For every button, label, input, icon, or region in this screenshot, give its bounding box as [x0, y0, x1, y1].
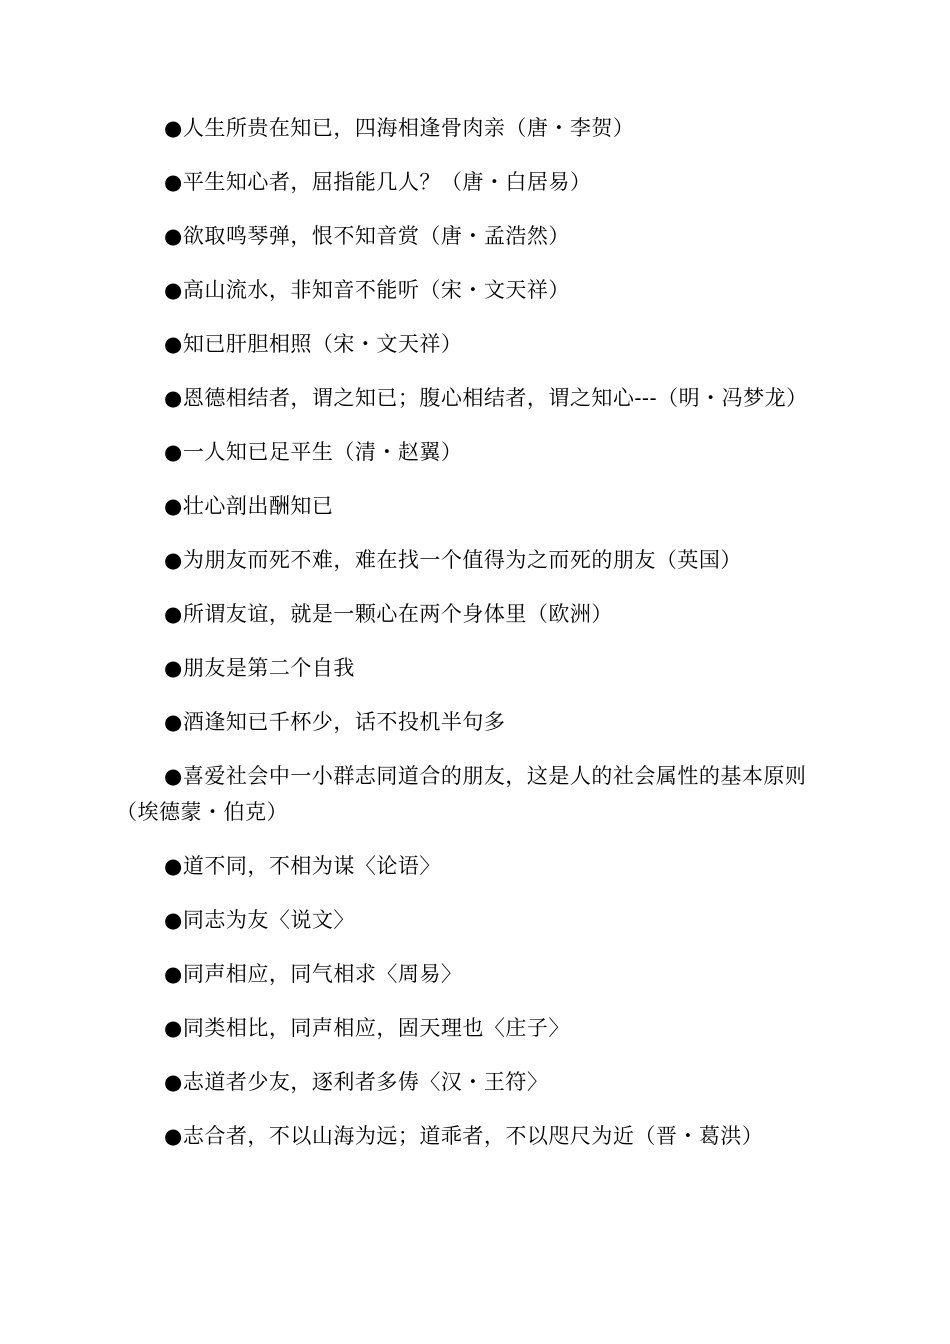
quote-item	[116, 488, 836, 524]
bullet: ●	[164, 440, 183, 464]
quote-text: 一人知已足平生（清・赵翼）	[182, 440, 463, 464]
bullet: ●	[164, 710, 183, 734]
quote-text: 知已肝胆相照（宋・文天祥）	[182, 332, 463, 356]
bullet: ●	[164, 1124, 183, 1148]
quote-item	[116, 1064, 836, 1100]
quote-text: 同志为友〈说文〉	[182, 908, 355, 932]
quote-text: 志合者，不以山海为远；道乖者，不以咫尺为近（晋・葛洪）	[182, 1124, 764, 1148]
quote-text: 同声相应，同气相求〈周易〉	[182, 962, 463, 986]
quote-item	[116, 650, 836, 686]
bullet: ●	[164, 116, 183, 140]
quote-text: 朋友是第二个自我	[182, 656, 355, 680]
quote-text: 酒逢知已千杯少，话不投机半句多	[182, 710, 506, 734]
quote-text: 同类相比，同声相应，固天理也〈庄子〉	[182, 1016, 570, 1040]
bullet: ●	[164, 170, 183, 194]
quote-item	[116, 218, 836, 254]
quote-item	[116, 164, 836, 200]
quote-item	[116, 110, 836, 146]
quote-text: 人生所贵在知已，四海相逢骨肉亲（唐・李贺）	[182, 116, 635, 140]
bullet: ●	[164, 602, 183, 626]
bullet: ●	[164, 854, 183, 878]
quote-text: 高山流水，非知音不能听（宋・文天祥）	[182, 278, 570, 302]
quote-text: 欲取鸣琴弹，恨不知音赏（唐・孟浩然）	[182, 224, 570, 248]
quote-item	[116, 596, 836, 632]
bullet: ●	[164, 1016, 183, 1040]
quote-text: 壮心剖出酬知已	[182, 494, 334, 518]
quote-item	[116, 848, 836, 884]
quote-text: 所谓友谊，就是一颗心在两个身体里（欧洲）	[182, 602, 613, 626]
bullet: ●	[164, 278, 183, 302]
quote-item	[116, 434, 836, 470]
quote-item	[116, 758, 836, 830]
quote-item	[116, 380, 836, 416]
quote-text: 喜爱社会中一小群志同道合的朋友，这是人的社会属性的基本原则（埃德蒙・伯克）	[116, 764, 807, 824]
quote-item	[116, 956, 836, 992]
bullet: ●	[164, 386, 183, 410]
quote-item	[116, 326, 836, 362]
bullet: ●	[164, 494, 183, 518]
bullet: ●	[164, 908, 183, 932]
quote-item	[116, 1010, 836, 1046]
quote-text: 志道者少友，逐利者多俦〈汉・王符〉	[182, 1070, 549, 1094]
bullet: ●	[164, 224, 183, 248]
quote-text: 恩德相结者，谓之知已；腹心相结者，谓之知心---（明・冯梦龙）	[182, 386, 808, 410]
quote-text: 平生知心者，屈指能几人？（唐・白居易）	[182, 170, 592, 194]
quote-item	[116, 902, 836, 938]
quote-item	[116, 272, 836, 308]
quote-item	[116, 704, 836, 740]
bullet: ●	[164, 764, 183, 788]
bullet: ●	[164, 548, 183, 572]
bullet: ●	[164, 332, 183, 356]
bullet: ●	[164, 962, 183, 986]
quote-text: 道不同，不相为谋〈论语〉	[182, 854, 441, 878]
quote-list	[116, 110, 836, 1172]
quote-item	[116, 1118, 836, 1154]
quote-item	[116, 542, 836, 578]
bullet: ●	[164, 1070, 183, 1094]
quote-text: 为朋友而死不难，难在找一个值得为之而死的朋友（英国）	[182, 548, 742, 572]
bullet: ●	[164, 656, 183, 680]
